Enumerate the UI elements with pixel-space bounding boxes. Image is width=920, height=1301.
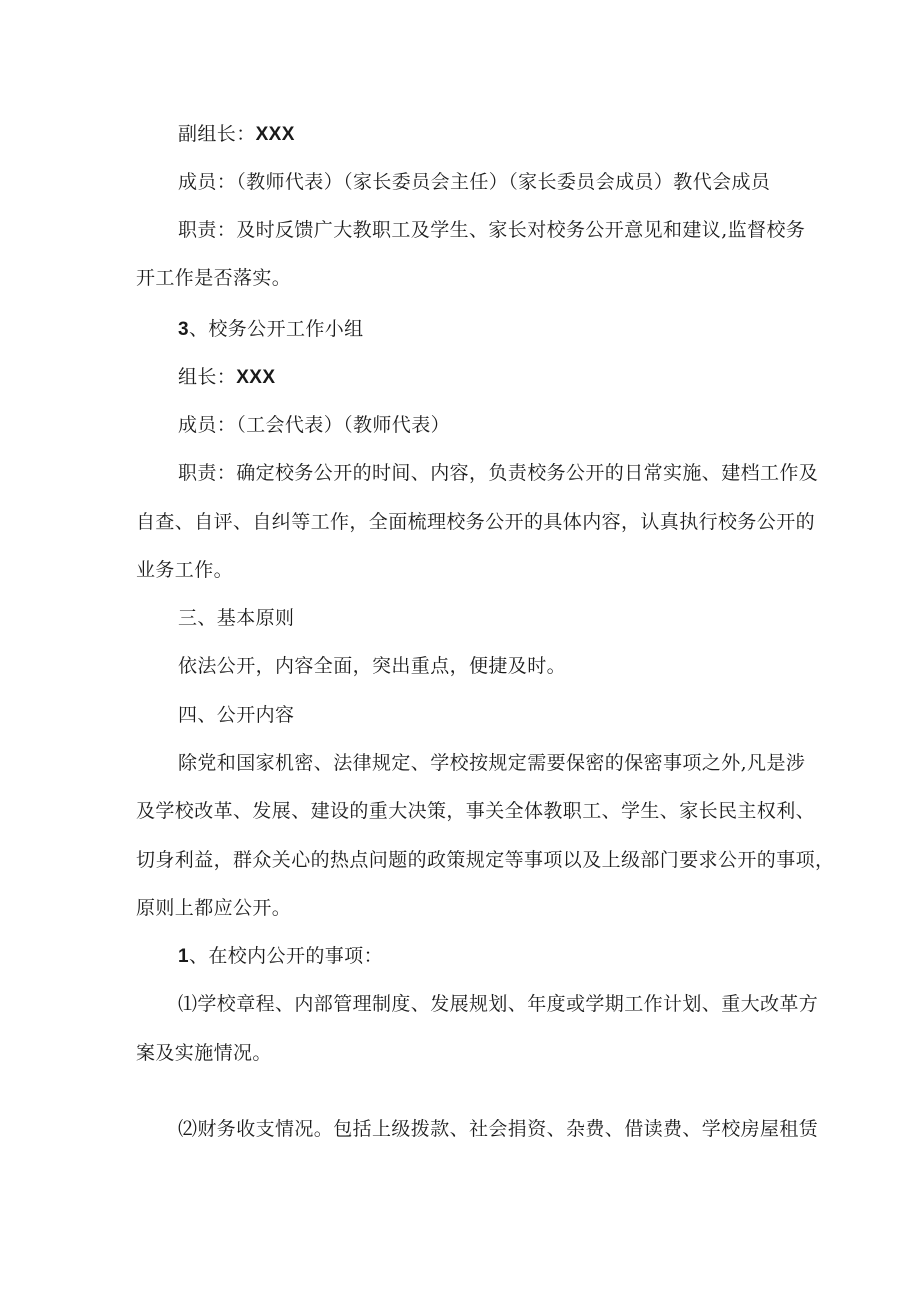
section-heading-3	[178, 317, 858, 342]
content-para-line-3: 切身利益，群众关心的热点问题的政策规定等事项以及上级部门要求公开的事项，	[136, 849, 835, 871]
duty-line-1: 职责：及时反馈广大教职工及学生、家长对校务公开意见和建议,监督校务	[178, 219, 806, 241]
item1-line-1: ⑴学校章程、内部管理制度、发展规划、年度或学期工作计划、重大改革方	[178, 993, 819, 1015]
leader-line	[178, 365, 858, 390]
members-line-2: 成员：（工会代表）（教师代表）	[178, 414, 451, 436]
deputy-leader-name: XXX	[255, 124, 295, 145]
deputy-leader-line	[178, 122, 858, 147]
item1-line-2: 案及实施情况。	[136, 1042, 272, 1064]
subheading-campus-items	[178, 944, 858, 969]
deputy-leader-label: 副组长：	[178, 123, 256, 145]
duty-line-2: 开工作是否落实。	[136, 267, 292, 289]
members-line: 成员：（教师代表）（家长委员会主任）（家长委员会成员）教代会成员	[178, 171, 771, 193]
content-para-line-1: 除党和国家机密、法律规定、学校按规定需要保密的保密事项之外,凡是涉	[178, 752, 806, 774]
duty2-line-1: 职责：确定校务公开的时间、内容，负责校务公开的日常实施、建档工作及	[178, 462, 819, 484]
duty2-line-3: 业务工作。	[136, 559, 234, 581]
item2-line-1: ⑵财务收支情况。包括上级拨款、社会捐资、杂费、借读费、学校房屋租赁	[178, 1118, 819, 1140]
duty2-line-2: 自查、自评、自纠等工作，全面梳理校务公开的具体内容，认真执行校务公开的	[136, 511, 816, 533]
subheading-number: 1	[178, 946, 189, 967]
heading-basic-principles: 三、基本原则	[178, 607, 295, 629]
heading-public-content: 四、公开内容	[178, 704, 295, 726]
section-number: 3	[178, 319, 189, 340]
leader-label: 组长：	[178, 366, 237, 388]
subheading-title: 、在校内公开的事项：	[188, 945, 383, 967]
content-para-line-2: 及学校改革、发展、建设的重大决策，事关全体教职工、学生、家长民主权利、	[136, 800, 816, 822]
section-title: 、校务公开工作小组	[188, 318, 364, 340]
leader-name: XXX	[236, 367, 276, 388]
content-para-line-4: 原则上都应公开。	[136, 897, 292, 919]
principles-text: 依法公开，内容全面，突出重点，便捷及时。	[178, 655, 567, 677]
